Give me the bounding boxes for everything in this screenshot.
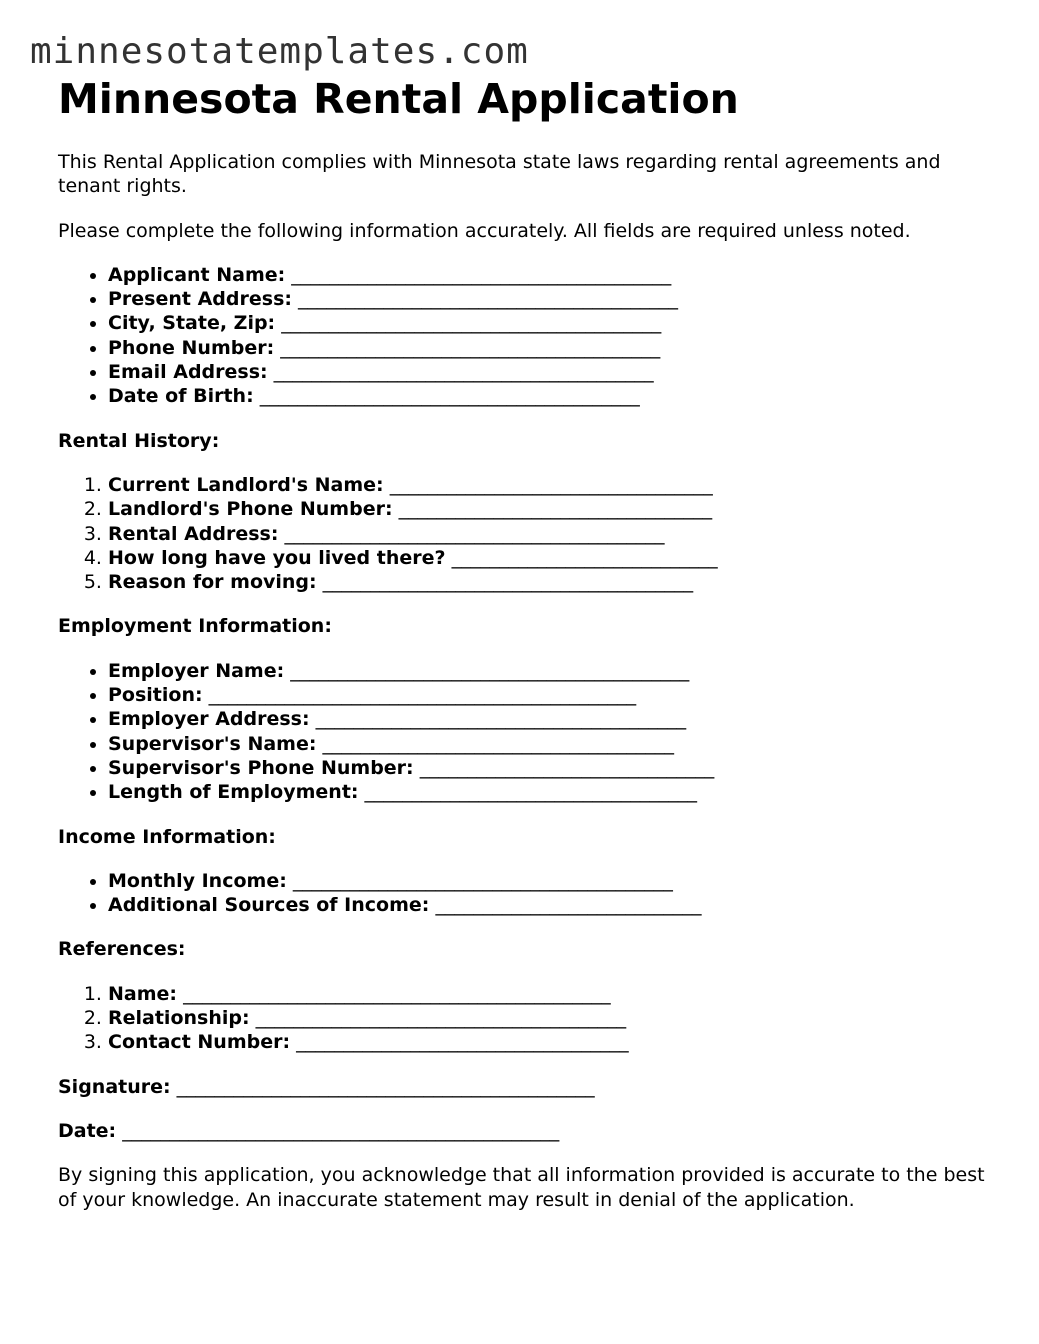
field-label: Position:: [108, 684, 203, 707]
field-blank[interactable]: __________________________________________: [290, 659, 690, 682]
income-list: [58, 869, 998, 918]
present-address-field[interactable]: [108, 287, 998, 311]
field-blank[interactable]: __________________________________: [389, 473, 713, 496]
field-blank[interactable]: _________________________________: [398, 498, 713, 521]
field-label: City, State, Zip:: [108, 312, 276, 335]
additional-income-field[interactable]: [108, 893, 998, 917]
field-blank[interactable]: _______________________________________: [322, 571, 694, 594]
rental-history-list: [58, 473, 998, 594]
reference-contact-field[interactable]: [108, 1030, 998, 1054]
field-blank[interactable]: ________________________________________: [291, 263, 672, 286]
reference-name-field[interactable]: [108, 982, 998, 1006]
intro-paragraph: This Rental Application complies with Minnesota state laws regarding rental agreements and tenant rights.: [58, 151, 941, 198]
reference-relationship-field[interactable]: [108, 1006, 998, 1030]
phone-number-field[interactable]: [108, 336, 998, 360]
field-label: Reason for moving:: [108, 571, 317, 594]
field-blank[interactable]: ________________________________________: [284, 522, 665, 545]
position-field[interactable]: [108, 683, 998, 707]
field-label: Phone Number:: [108, 336, 275, 359]
page-title: Minnesota Rental Application: [58, 75, 739, 123]
income-heading: Income Information:: [58, 825, 276, 848]
field-label: Current Landlord's Name:: [108, 473, 384, 496]
email-address-field[interactable]: [108, 360, 998, 384]
field-blank[interactable]: ____________________________________________: [176, 1075, 595, 1098]
field-blank[interactable]: ____________________________: [435, 894, 702, 917]
date-of-birth-field[interactable]: [108, 384, 998, 408]
supervisor-name-field[interactable]: [108, 732, 998, 756]
field-label: Contact Number:: [108, 1031, 291, 1054]
field-label: Additional Sources of Income:: [108, 894, 430, 917]
field-label: Length of Employment:: [108, 781, 359, 804]
rental-application-document: [58, 74, 998, 1212]
monthly-income-field[interactable]: [108, 869, 998, 893]
landlord-phone-field[interactable]: [108, 497, 998, 521]
field-blank[interactable]: _______________________________: [419, 756, 715, 779]
rental-address-field[interactable]: [108, 522, 998, 546]
field-label: Signature:: [58, 1075, 171, 1098]
applicant-fields-list: [58, 263, 998, 409]
field-blank[interactable]: ___________________________________: [364, 781, 698, 804]
city-state-zip-field[interactable]: [108, 311, 998, 335]
site-watermark: minnesotatemplates.com: [30, 31, 529, 72]
field-blank[interactable]: ______________________________________________: [122, 1119, 560, 1142]
field-blank[interactable]: ________________________________________: [281, 312, 662, 335]
field-blank[interactable]: ________________________________________: [259, 385, 640, 408]
field-label: How long have you lived there?: [108, 546, 446, 569]
field-label: Email Address:: [108, 361, 268, 384]
field-blank[interactable]: _____________________________________: [322, 732, 674, 755]
field-label: Employer Address:: [108, 708, 310, 731]
date-field[interactable]: [58, 1119, 998, 1143]
field-label: Supervisor's Phone Number:: [108, 756, 414, 779]
length-of-employment-field[interactable]: [108, 780, 998, 804]
field-label: Landlord's Phone Number:: [108, 498, 393, 521]
employment-heading: Employment Information:: [58, 615, 332, 638]
employment-list: [58, 659, 998, 805]
rental-history-heading: Rental History:: [58, 429, 220, 452]
signature-field[interactable]: [58, 1075, 998, 1099]
field-blank[interactable]: ________________________________________: [298, 288, 679, 311]
field-blank[interactable]: _____________________________________________: [183, 982, 611, 1005]
field-label: Date of Birth:: [108, 385, 254, 408]
instructions-paragraph: Please complete the following information accurately. All fields are required unless noted.: [58, 219, 911, 242]
field-label: Supervisor's Name:: [108, 732, 317, 755]
employer-name-field[interactable]: [108, 659, 998, 683]
field-label: Relationship:: [108, 1007, 250, 1030]
field-label: Name:: [108, 982, 178, 1005]
field-label: Present Address:: [108, 288, 292, 311]
field-blank[interactable]: _______________________________________: [315, 708, 687, 731]
employer-address-field[interactable]: [108, 707, 998, 731]
field-label: Applicant Name:: [108, 263, 286, 286]
field-blank[interactable]: _____________________________________________: [208, 684, 637, 707]
field-label: Date:: [58, 1119, 117, 1142]
field-label: Rental Address:: [108, 522, 279, 545]
field-label: Employer Name:: [108, 659, 285, 682]
length-of-residence-field[interactable]: [108, 546, 998, 570]
field-blank[interactable]: ________________________________________: [273, 361, 654, 384]
field-blank[interactable]: ________________________________________: [292, 869, 673, 892]
supervisor-phone-field[interactable]: [108, 756, 998, 780]
applicant-name-field[interactable]: [108, 263, 998, 287]
field-label: Monthly Income:: [108, 869, 287, 892]
field-blank[interactable]: ________________________________________: [280, 336, 661, 359]
reason-for-moving-field[interactable]: [108, 570, 998, 594]
references-heading: References:: [58, 938, 186, 961]
field-blank[interactable]: ____________________________: [451, 546, 718, 569]
field-blank[interactable]: _______________________________________: [255, 1007, 627, 1030]
acknowledgement-paragraph: By signing this application, you acknowledge that all information provided is accurate to the best of your knowledge. An inaccurate statement may result in denial of the application.: [58, 1164, 985, 1211]
field-blank[interactable]: ___________________________________: [296, 1031, 629, 1054]
references-list: [58, 982, 998, 1055]
current-landlord-name-field[interactable]: [108, 473, 998, 497]
